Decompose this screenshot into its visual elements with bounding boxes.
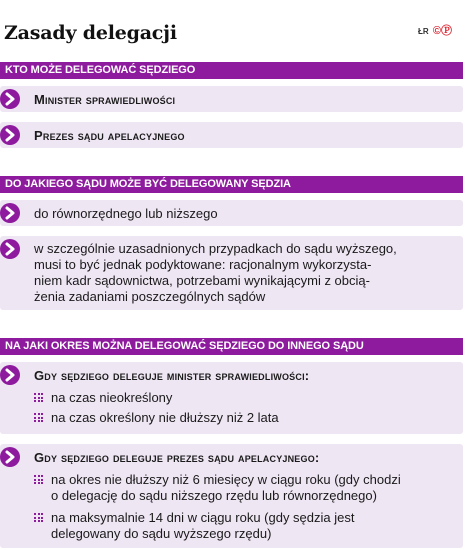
arrow-right-circle-icon xyxy=(0,365,20,385)
item-label: do równorzędnego lub niższego xyxy=(34,206,218,221)
section-heading-duration: NA JAKI OKRES MOŻNA DELEGOWAĆ SĘDZIEGO DO INNEGO SĄDU xyxy=(0,338,463,355)
grid-dots-icon xyxy=(34,393,43,402)
list-item xyxy=(0,200,463,226)
text-line: na okres nie dłuższy niż 6 miesięcy w ciągu roku (gdy chodzi xyxy=(51,472,401,487)
list-item xyxy=(0,122,463,148)
grid-dots-icon xyxy=(34,513,43,522)
item-label xyxy=(34,241,397,305)
text-line: na maksymalnie 14 dni w ciągu roku (gdy sędzia jest xyxy=(51,510,355,525)
arrow-right-circle-icon xyxy=(0,203,20,223)
text-line: o delegację do sądu niższego rzędu lub równorzędnego) xyxy=(51,488,377,503)
source-credit xyxy=(418,22,452,38)
list-item xyxy=(0,86,463,112)
group-label: Gdy sędziego deleguje minister sprawiedliwości: xyxy=(34,368,310,383)
arrow-right-circle-icon xyxy=(0,447,20,467)
bullet-text xyxy=(51,510,354,542)
item-label: Minister sprawiedliwości xyxy=(34,92,176,107)
section-heading-who: KTO MOŻE DELEGOWAĆ SĘDZIEGO xyxy=(0,62,463,79)
group-minister xyxy=(0,362,463,434)
source-initials: ŁR xyxy=(417,27,429,36)
text-line: niem kadr sądownictwa, potrzebami wynikającymi z obcią- xyxy=(34,273,370,288)
bullet-text: na czas nieokreślony xyxy=(51,390,173,405)
grid-dots-icon xyxy=(34,475,43,484)
group-prezes xyxy=(0,444,463,548)
text-line: delegowany do sądu wyższego rzędu) xyxy=(51,526,272,541)
item-label: Prezes sądu apelacyjnego xyxy=(34,128,185,143)
group-label: Gdy sędziego deleguje prezes sądu apelacyjnego: xyxy=(34,450,320,465)
arrow-right-circle-icon xyxy=(0,89,20,109)
publisher-logo: ©Ⓟ xyxy=(432,25,452,37)
bullet-text xyxy=(51,472,401,504)
page-title: Zasady delegacji xyxy=(4,22,177,44)
arrow-right-circle-icon xyxy=(0,239,20,259)
grid-dots-icon xyxy=(34,413,43,422)
bullet-text: na czas określony nie dłuższy niż 2 lata xyxy=(51,410,279,425)
list-item xyxy=(0,236,463,310)
section-heading-where: DO JAKIEGO SĄDU MOŻE BYĆ DELEGOWANY SĘDZIA xyxy=(0,176,463,193)
text-line: musi to być jednak podyktowane: racjonalnym wykorzysta- xyxy=(34,257,372,272)
text-line: żenia zadaniami poszczególnych sądów xyxy=(34,289,266,304)
text-line: w szczególnie uzasadnionych przypadkach do sądu wyższego, xyxy=(34,241,397,256)
arrow-right-circle-icon xyxy=(0,125,20,145)
